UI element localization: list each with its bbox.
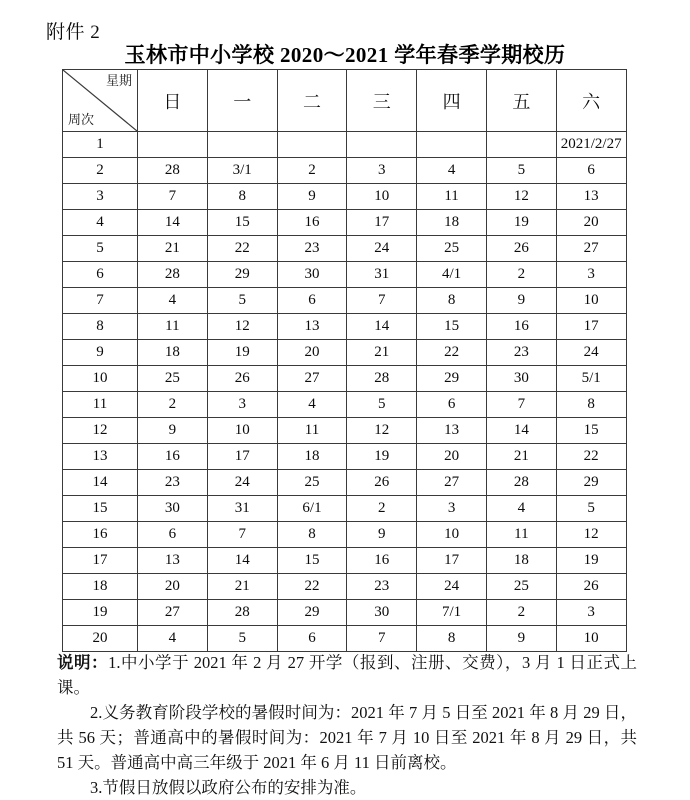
- weekday-header-tue: 二: [277, 70, 347, 132]
- week-number-cell: 16: [63, 522, 138, 548]
- day-cell: 16: [486, 314, 556, 340]
- table-row: [63, 262, 627, 288]
- week-number-cell: 14: [63, 470, 138, 496]
- day-cell: 26: [486, 236, 556, 262]
- day-cell: 26: [556, 574, 626, 600]
- table-row: [63, 626, 627, 652]
- note-2-text: 2.义务教育阶段学校的暑假时间为：2021 年 7 月 5 日至 2021 年 8 月 29 日，共 56 天；普通高中的暑假时间为：2021 年 7 月 10 日至 2021 年 8 月 29 日，共 51 天。普通高中高三年级于 2021 年 6 月 11 日前离校。: [57, 703, 637, 772]
- week-number-cell: 20: [63, 626, 138, 652]
- day-cell: 11: [417, 184, 487, 210]
- table-row: [63, 496, 627, 522]
- table-row: [63, 470, 627, 496]
- day-cell: 9: [347, 522, 417, 548]
- day-cell: 8: [207, 184, 277, 210]
- day-cell: [138, 132, 208, 158]
- day-cell: 23: [486, 340, 556, 366]
- weekday-header-wed: 三: [347, 70, 417, 132]
- table-row: [63, 340, 627, 366]
- day-cell: 14: [347, 314, 417, 340]
- day-cell: 20: [417, 444, 487, 470]
- day-cell: 12: [486, 184, 556, 210]
- day-cell: 29: [207, 262, 277, 288]
- day-cell: 6: [417, 392, 487, 418]
- day-cell: 13: [138, 548, 208, 574]
- table-row: [63, 132, 627, 158]
- day-cell: 8: [556, 392, 626, 418]
- day-cell: 16: [138, 444, 208, 470]
- day-cell: 22: [417, 340, 487, 366]
- day-cell: 9: [486, 288, 556, 314]
- day-cell: 17: [556, 314, 626, 340]
- day-cell: 28: [138, 158, 208, 184]
- day-cell: 8: [417, 626, 487, 652]
- calendar-body: [63, 132, 627, 652]
- day-cell: 10: [347, 184, 417, 210]
- day-cell: 17: [207, 444, 277, 470]
- day-cell: 2: [347, 496, 417, 522]
- week-number-cell: 9: [63, 340, 138, 366]
- table-row: [63, 210, 627, 236]
- day-cell: 19: [347, 444, 417, 470]
- day-cell: 25: [138, 366, 208, 392]
- day-cell: 25: [486, 574, 556, 600]
- table-row: [63, 366, 627, 392]
- day-cell: [417, 132, 487, 158]
- note-3-text: 3.节假日放假以政府公布的安排为准。: [90, 778, 367, 797]
- day-cell: 16: [277, 210, 347, 236]
- day-cell: 30: [277, 262, 347, 288]
- corner-header-cell: [63, 70, 138, 132]
- day-cell: 3: [556, 600, 626, 626]
- day-cell: 4/1: [417, 262, 487, 288]
- attachment-label: 附件 2: [46, 22, 101, 43]
- day-cell: 8: [417, 288, 487, 314]
- notes-section: [57, 650, 637, 800]
- day-cell: 23: [347, 574, 417, 600]
- day-cell: 2: [277, 158, 347, 184]
- day-cell: 13: [556, 184, 626, 210]
- day-cell: 29: [556, 470, 626, 496]
- table-row: [63, 288, 627, 314]
- table-header-row: [63, 70, 627, 132]
- day-cell: 13: [277, 314, 347, 340]
- day-cell: 5: [347, 392, 417, 418]
- day-cell: 24: [207, 470, 277, 496]
- day-cell: 15: [556, 418, 626, 444]
- day-cell: 3: [417, 496, 487, 522]
- week-number-cell: 18: [63, 574, 138, 600]
- day-cell: 12: [207, 314, 277, 340]
- school-calendar-table: [62, 69, 627, 652]
- day-cell: 24: [556, 340, 626, 366]
- day-cell: 8: [277, 522, 347, 548]
- table-row: [63, 548, 627, 574]
- table-row: [63, 314, 627, 340]
- day-cell: 7: [347, 288, 417, 314]
- table-row: [63, 522, 627, 548]
- day-cell: 18: [417, 210, 487, 236]
- day-cell: 15: [207, 210, 277, 236]
- day-cell: 7: [207, 522, 277, 548]
- day-cell: 7: [347, 626, 417, 652]
- day-cell: 10: [556, 626, 626, 652]
- week-number-cell: 5: [63, 236, 138, 262]
- week-number-cell: 15: [63, 496, 138, 522]
- day-cell: 2: [138, 392, 208, 418]
- day-cell: 10: [417, 522, 487, 548]
- day-cell: 14: [138, 210, 208, 236]
- weekday-header-fri: 五: [486, 70, 556, 132]
- week-number-cell: 7: [63, 288, 138, 314]
- day-cell: 14: [486, 418, 556, 444]
- day-cell: 29: [277, 600, 347, 626]
- day-cell: 6/1: [277, 496, 347, 522]
- day-cell: 3: [207, 392, 277, 418]
- week-number-cell: 2: [63, 158, 138, 184]
- day-cell: 5: [207, 288, 277, 314]
- day-cell: 4: [138, 626, 208, 652]
- day-cell: 21: [138, 236, 208, 262]
- day-cell: 2: [486, 600, 556, 626]
- day-cell: 7: [486, 392, 556, 418]
- day-cell: 2021/2/27: [556, 132, 626, 158]
- day-cell: 11: [486, 522, 556, 548]
- corner-weeknum-label: 周次: [68, 112, 95, 127]
- day-cell: 18: [138, 340, 208, 366]
- day-cell: 23: [138, 470, 208, 496]
- page-title: 玉林市中小学校 2020～2021 学年春季学期校历: [124, 43, 566, 67]
- day-cell: 21: [207, 574, 277, 600]
- note-item-2: [57, 700, 637, 775]
- day-cell: 3/1: [207, 158, 277, 184]
- day-cell: 5: [486, 158, 556, 184]
- day-cell: 17: [347, 210, 417, 236]
- day-cell: 13: [417, 418, 487, 444]
- weekday-header-sat: 六: [556, 70, 626, 132]
- day-cell: 4: [486, 496, 556, 522]
- day-cell: [486, 132, 556, 158]
- day-cell: 9: [277, 184, 347, 210]
- day-cell: 20: [556, 210, 626, 236]
- day-cell: 9: [138, 418, 208, 444]
- note-item-1: [57, 650, 637, 700]
- day-cell: [207, 132, 277, 158]
- day-cell: 15: [277, 548, 347, 574]
- table-row: [63, 574, 627, 600]
- day-cell: 17: [417, 548, 487, 574]
- day-cell: 5: [556, 496, 626, 522]
- week-number-cell: 17: [63, 548, 138, 574]
- day-cell: 18: [277, 444, 347, 470]
- calendar-table-wrapper: [62, 69, 626, 652]
- day-cell: 4: [277, 392, 347, 418]
- day-cell: [347, 132, 417, 158]
- day-cell: 23: [277, 236, 347, 262]
- day-cell: [277, 132, 347, 158]
- day-cell: 22: [556, 444, 626, 470]
- day-cell: 7/1: [417, 600, 487, 626]
- week-number-cell: 8: [63, 314, 138, 340]
- day-cell: 14: [207, 548, 277, 574]
- day-cell: 27: [556, 236, 626, 262]
- week-number-cell: 6: [63, 262, 138, 288]
- table-row: [63, 158, 627, 184]
- day-cell: 3: [347, 158, 417, 184]
- day-cell: 25: [277, 470, 347, 496]
- day-cell: 10: [556, 288, 626, 314]
- week-number-cell: 13: [63, 444, 138, 470]
- day-cell: 27: [138, 600, 208, 626]
- corner-weekday-label: 星期: [105, 73, 132, 88]
- day-cell: 20: [138, 574, 208, 600]
- day-cell: 28: [347, 366, 417, 392]
- day-cell: 3: [556, 262, 626, 288]
- day-cell: 24: [347, 236, 417, 262]
- day-cell: 10: [207, 418, 277, 444]
- day-cell: 4: [138, 288, 208, 314]
- day-cell: 6: [138, 522, 208, 548]
- day-cell: 19: [556, 548, 626, 574]
- week-number-cell: 19: [63, 600, 138, 626]
- notes-heading: 说明：: [57, 653, 109, 672]
- table-row: [63, 444, 627, 470]
- week-number-cell: 3: [63, 184, 138, 210]
- week-number-cell: 12: [63, 418, 138, 444]
- day-cell: 28: [207, 600, 277, 626]
- day-cell: 21: [347, 340, 417, 366]
- day-cell: 5/1: [556, 366, 626, 392]
- day-cell: 4: [417, 158, 487, 184]
- day-cell: 6: [277, 626, 347, 652]
- week-number-cell: 11: [63, 392, 138, 418]
- day-cell: 7: [138, 184, 208, 210]
- table-row: [63, 418, 627, 444]
- weekday-header-thu: 四: [417, 70, 487, 132]
- day-cell: 16: [347, 548, 417, 574]
- day-cell: 26: [207, 366, 277, 392]
- weekday-header-sun: 日: [138, 70, 208, 132]
- day-cell: 28: [138, 262, 208, 288]
- day-cell: 20: [277, 340, 347, 366]
- day-cell: 24: [417, 574, 487, 600]
- day-cell: 26: [347, 470, 417, 496]
- day-cell: 31: [207, 496, 277, 522]
- week-number-cell: 1: [63, 132, 138, 158]
- day-cell: 12: [347, 418, 417, 444]
- day-cell: 19: [207, 340, 277, 366]
- day-cell: 2: [486, 262, 556, 288]
- table-row: [63, 184, 627, 210]
- day-cell: 30: [138, 496, 208, 522]
- day-cell: 6: [277, 288, 347, 314]
- day-cell: 30: [486, 366, 556, 392]
- day-cell: 30: [347, 600, 417, 626]
- day-cell: 29: [417, 366, 487, 392]
- note-item-3: [57, 775, 637, 800]
- week-number-cell: 10: [63, 366, 138, 392]
- day-cell: 12: [556, 522, 626, 548]
- day-cell: 11: [277, 418, 347, 444]
- weekday-header-mon: 一: [207, 70, 277, 132]
- day-cell: 5: [207, 626, 277, 652]
- day-cell: 21: [486, 444, 556, 470]
- day-cell: 22: [277, 574, 347, 600]
- table-row: [63, 600, 627, 626]
- table-row: [63, 236, 627, 262]
- day-cell: 22: [207, 236, 277, 262]
- week-number-cell: 4: [63, 210, 138, 236]
- table-row: [63, 392, 627, 418]
- day-cell: 25: [417, 236, 487, 262]
- day-cell: 27: [277, 366, 347, 392]
- note-1-text: 1.中小学于 2021 年 2 月 27 开学（报到、注册、交费），3 月 1 日正式上课。: [57, 653, 638, 697]
- day-cell: 27: [417, 470, 487, 496]
- day-cell: 11: [138, 314, 208, 340]
- day-cell: 18: [486, 548, 556, 574]
- day-cell: 28: [486, 470, 556, 496]
- day-cell: 9: [486, 626, 556, 652]
- day-cell: 31: [347, 262, 417, 288]
- day-cell: 19: [486, 210, 556, 236]
- day-cell: 6: [556, 158, 626, 184]
- day-cell: 15: [417, 314, 487, 340]
